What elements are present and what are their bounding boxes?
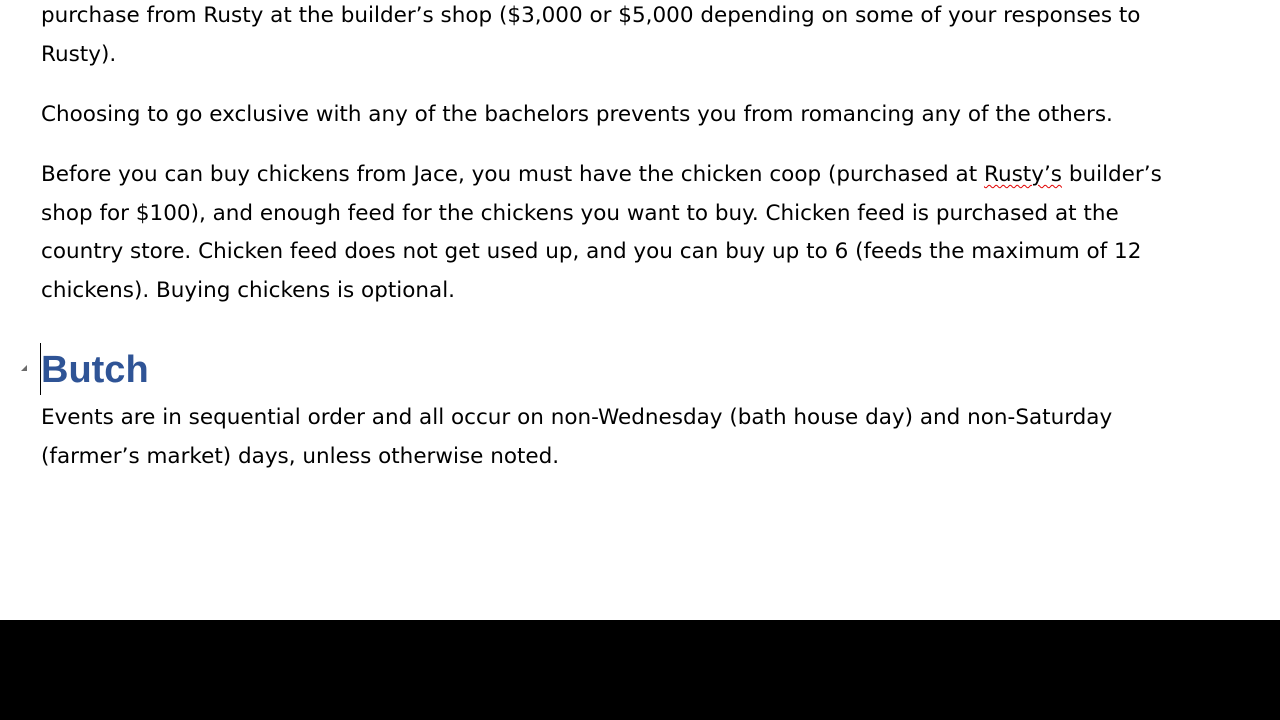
paragraph-chickens[interactable] <box>41 156 1162 310</box>
paragraph-line: Events are in sequential order and all occur on non-Wednesday (bath house day) and non-Saturday <box>41 405 1113 430</box>
spellcheck-flagged-word[interactable]: Rusty’s <box>983 162 1062 187</box>
paragraph-exclusive-bachelors[interactable] <box>41 96 1113 135</box>
paragraph-line: (farmer’s market) days, unless otherwise noted. <box>41 443 560 469</box>
paragraph-text: Before you can buy chickens from Jace, you must have the chicken coop (purchased at <box>41 162 984 187</box>
section-heading[interactable]: Butch <box>41 349 149 391</box>
paragraph-line: Rusty). <box>41 41 117 67</box>
paragraph-line <box>41 156 1162 195</box>
black-bottom-bar <box>0 620 1280 720</box>
collapse-triangle-icon[interactable] <box>20 364 28 372</box>
paragraph-line: country store. Chicken feed does not get used up, and you can buy up to 6 (feeds the maximum of 12 <box>41 239 1142 264</box>
paragraph-line: Choosing to go exclusive with any of the bachelors prevents you from romancing any of the others. <box>41 102 1113 127</box>
paragraph-text: builder’s <box>1061 162 1162 187</box>
paragraph-line: chickens). Buying chickens is optional. <box>41 277 456 303</box>
paragraph-rusty-purchase[interactable] <box>41 0 1140 74</box>
paragraph-line: purchase from Rusty at the builder’s shop ($3,000 or $5,000 depending on some of your responses to <box>41 3 1141 28</box>
text-cursor <box>40 343 41 395</box>
paragraph-events-order[interactable] <box>41 399 1112 476</box>
paragraph-line: shop for $100), and enough feed for the chickens you want to buy. Chicken feed is purchased at the <box>41 200 1119 226</box>
